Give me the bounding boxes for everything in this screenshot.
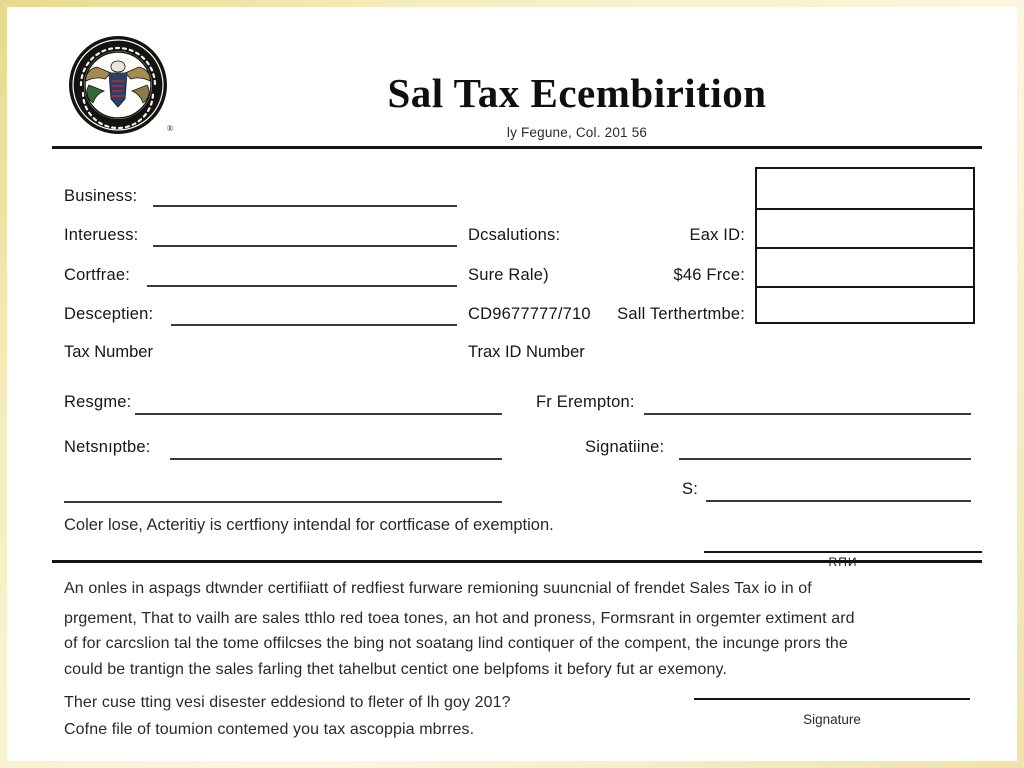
- field-label-cortfrae: Cortfrae:: [64, 266, 130, 284]
- field-line-s[interactable]: [706, 500, 971, 502]
- field-label-desceptien: Desceptien:: [64, 305, 154, 323]
- field-line-blank-left[interactable]: [64, 501, 502, 503]
- field-line-resgme[interactable]: [135, 413, 502, 415]
- field-caption-trax-id-number: Trax ID Number: [468, 343, 585, 361]
- box-row-divider: [757, 286, 973, 288]
- stamp-mark: RПИ: [828, 555, 858, 569]
- field-line-interuess[interactable]: [153, 245, 457, 247]
- closing-line-2: Cofne file of toumion contemed you tax ascoppia mbrres.: [64, 721, 475, 738]
- svg-text:®: ®: [167, 124, 174, 133]
- box-row-divider: [757, 208, 973, 210]
- field-label-fr-erempton: Fr Erempton:: [536, 393, 635, 411]
- field-label-resgme: Resgme:: [64, 393, 132, 411]
- signature-line[interactable]: [694, 698, 970, 700]
- field-line-business[interactable]: [153, 205, 457, 207]
- entry-box-grid[interactable]: [755, 167, 975, 324]
- field-line-cortfrae[interactable]: [147, 285, 457, 287]
- stamp-divider: [704, 551, 982, 553]
- field-label-sure-rale: Sure Rale): [468, 266, 549, 284]
- field-label-netsniptbe: Netsnıptbe:: [64, 438, 151, 456]
- field-label-sall-terthertmbe: Sall Terthertmbe:: [617, 305, 745, 323]
- page-title: Sal Tax Ecembirition: [387, 70, 767, 116]
- body-line-2: prgement, That to vailh are sales tthlo red toea tones, an hot and proness, Formsrant in orgemter extiment ard: [64, 610, 855, 627]
- field-label-dcsalutions: Dcsalutions:: [468, 226, 561, 244]
- field-label-46-frce: $46 Frce:: [673, 266, 745, 284]
- field-label-interuess: Interuess:: [64, 226, 139, 244]
- field-value-cd-number: CD9677777/710: [468, 305, 591, 323]
- field-line-netsniptbe[interactable]: [170, 458, 502, 460]
- field-caption-tax-number: Tax Number: [64, 343, 153, 361]
- signature-caption: Signature: [803, 712, 861, 727]
- closing-line-1: Ther cuse tting vesi disester eddesiond to fleter of lh goy 201?: [64, 694, 511, 711]
- page-subtitle: ly Fegune, Col. 201 56: [506, 125, 648, 140]
- government-seal-icon: [59, 33, 177, 141]
- declaration-text: Coler lose, Acteritiy is certfiony intendal for cortficase of exemption.: [64, 516, 554, 534]
- body-line-4: could be trantign the sales farling thet tahelbut centict one belpfoms it befory fut ar exemony.: [64, 661, 728, 678]
- section-divider: [52, 560, 982, 563]
- document-sheet: [7, 7, 1017, 761]
- field-label-signatiine: Signatiine:: [585, 438, 665, 456]
- field-label-eax-id: Eax ID:: [689, 226, 745, 244]
- field-label-business: Business:: [64, 187, 138, 205]
- body-line-1: An onles in aspags dtwnder certifiiatt of redfiest furware remioning suuncnial of frendet Sales Tax io in of: [64, 580, 812, 597]
- box-row-divider: [757, 247, 973, 249]
- body-line-3: of for carcslion tal the tome offilcses the bing not soatang lind contiquer of the compent, the incunge prors the: [64, 635, 848, 652]
- field-label-s: S:: [682, 480, 698, 498]
- header-divider: [52, 146, 982, 149]
- field-line-fr-erempton[interactable]: [644, 413, 971, 415]
- field-line-signatiine[interactable]: [679, 458, 971, 460]
- field-line-desceptien[interactable]: [171, 324, 457, 326]
